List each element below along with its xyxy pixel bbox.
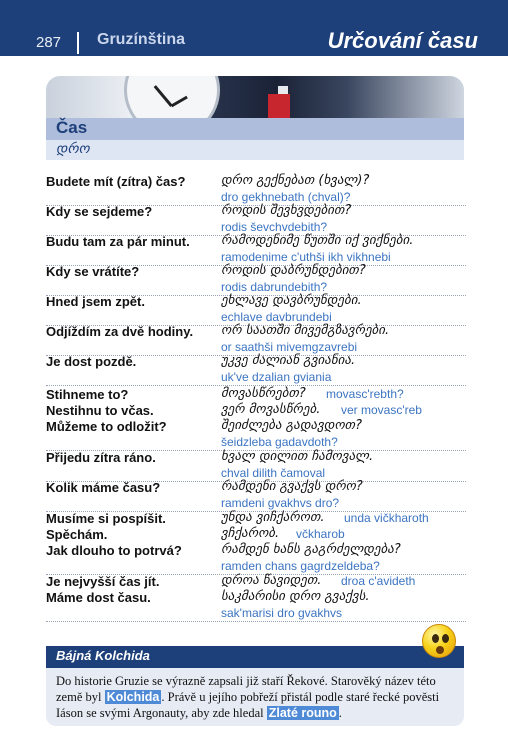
smiley-mouth xyxy=(436,646,444,654)
georgian-phrase: უნდა ვიჩქაროთ. xyxy=(221,510,325,525)
transcription: rodis dabrundebith? xyxy=(221,280,328,294)
georgian-phrase: რამოდენიმე წუთში იქ ვიქნები. xyxy=(221,233,414,248)
transcription: dro gekhnebath (chval)? xyxy=(221,190,351,204)
highlight-golden-fleece: Zlaté rouno xyxy=(268,706,337,720)
infobox-text xyxy=(56,673,456,721)
czech-phrase: Spěchám. xyxy=(46,527,108,542)
georgian-phrase: საკმარისი დრო გვაქვს. xyxy=(221,589,370,604)
infobox-header xyxy=(46,646,464,668)
georgian-phrase: შეიძლება გადავდოთ? xyxy=(221,418,362,433)
georgian-phrase: დროა წავიდეთ. xyxy=(221,573,322,588)
infobox-text-part: Do historie Gruzie se výrazně zapsali již staří Řekové. Starověký název této země byl xyxy=(56,674,436,704)
row-separator xyxy=(46,621,466,622)
transcription: chval dilith čamoval xyxy=(221,466,326,480)
chapter-title: Určování času xyxy=(327,28,478,53)
czech-phrase: Jak dlouho to potrvá? xyxy=(46,543,182,558)
georgian-phrase: უკვე ძალიან გვიანია. xyxy=(221,353,356,368)
tie xyxy=(268,94,290,118)
czech-phrase: Je dost pozdě. xyxy=(46,354,137,369)
clock-icon xyxy=(124,76,220,118)
highlight-kolchida: Kolchida xyxy=(106,690,160,704)
header-photo xyxy=(46,76,464,118)
czech-phrase: Stihneme to? xyxy=(46,387,129,402)
transcription: sak'marisi dro gvakhvs xyxy=(221,606,342,620)
georgian-phrase: რამდენი გვაქვს დრო? xyxy=(221,479,363,494)
transcription: ramden chans gagrdzeldeba? xyxy=(221,559,380,573)
section-subtitle: დრო xyxy=(56,141,90,157)
czech-phrase: Budete mít (zítra) čas? xyxy=(46,174,186,189)
czech-phrase: Máme dost času. xyxy=(46,590,151,605)
header-bar xyxy=(0,0,508,56)
czech-phrase: Nestihnu to včas. xyxy=(46,403,154,418)
book-language: Gruzínština xyxy=(97,31,186,48)
georgian-phrase: მოვასწრებთ? xyxy=(221,386,306,401)
georgian-phrase: ვჩქარობ. xyxy=(221,526,280,541)
georgian-phrase: დრო გექნებათ (ხვალ)? xyxy=(221,173,370,188)
surprised-smiley-icon xyxy=(422,624,456,658)
czech-phrase: Přijedu zítra ráno. xyxy=(46,450,156,465)
georgian-phrase: ეხლავე დავბრუნდები. xyxy=(221,293,362,308)
georgian-phrase: როდის შევხვდებით? xyxy=(221,203,352,218)
georgian-phrase: ორ საათში მივემგზავრები. xyxy=(221,323,390,338)
infobox-text-part: . xyxy=(338,706,342,720)
czech-phrase: Hned jsem zpět. xyxy=(46,294,145,309)
transcription: movasc'rebth? xyxy=(326,387,404,401)
infobox-title: Bájná Kolchida xyxy=(56,648,150,663)
czech-phrase: Budu tam za pár minut. xyxy=(46,234,190,249)
georgian-phrase: როდის დაბრუნდებით? xyxy=(221,263,366,278)
czech-phrase: Kdy se vrátíte? xyxy=(46,264,140,279)
czech-phrase: Kdy se sejdeme? xyxy=(46,204,153,219)
transcription: ramodenime c'uthši ikh vikhnebi xyxy=(221,250,391,264)
smiley-eye xyxy=(442,634,449,643)
transcription: unda vičkharoth xyxy=(344,511,429,525)
transcription: včkharob xyxy=(296,527,345,541)
georgian-phrase: ვერ მოვასწრებ. xyxy=(221,402,321,417)
czech-phrase: Odjíždím za dvě hodiny. xyxy=(46,324,194,339)
smiley-eye xyxy=(432,634,439,643)
czech-phrase: Je nejvyšší čas jít. xyxy=(46,574,160,589)
header-divider xyxy=(77,32,79,54)
transcription: ramdeni gvakhvs dro? xyxy=(221,496,340,510)
transcription: echlave davbrundebi xyxy=(221,310,332,324)
transcription: rodis ševchvdebith? xyxy=(221,220,328,234)
czech-phrase: Můžeme to odložit? xyxy=(46,419,167,434)
section-title-band xyxy=(46,118,464,140)
section-subtitle-band xyxy=(46,140,464,160)
transcription: ver movasc'reb xyxy=(341,403,422,417)
section-title: Čas xyxy=(56,118,88,137)
transcription: or saathši mivemgzavrebi xyxy=(221,340,358,354)
transcription: uk've dzalian gviania xyxy=(221,370,332,384)
georgian-phrase: რამდენ ხანს გაგრძელდება? xyxy=(221,542,401,557)
transcription: šeidzleba gadavdoth? xyxy=(221,435,338,449)
page-number: 287 xyxy=(36,34,62,51)
transcription: droa c'avideth xyxy=(341,574,416,588)
czech-phrase: Musíme si pospíšit. xyxy=(46,511,166,526)
infobox-text-part: . Právě u jejího pobřeží přistál podle staré řecké pověsti Iáson se svými Argonauty, aby zde hledal xyxy=(56,690,440,720)
czech-phrase: Kolik máme času? xyxy=(46,480,161,495)
georgian-phrase: ხვალ დილით ჩამოვალ. xyxy=(221,449,374,464)
